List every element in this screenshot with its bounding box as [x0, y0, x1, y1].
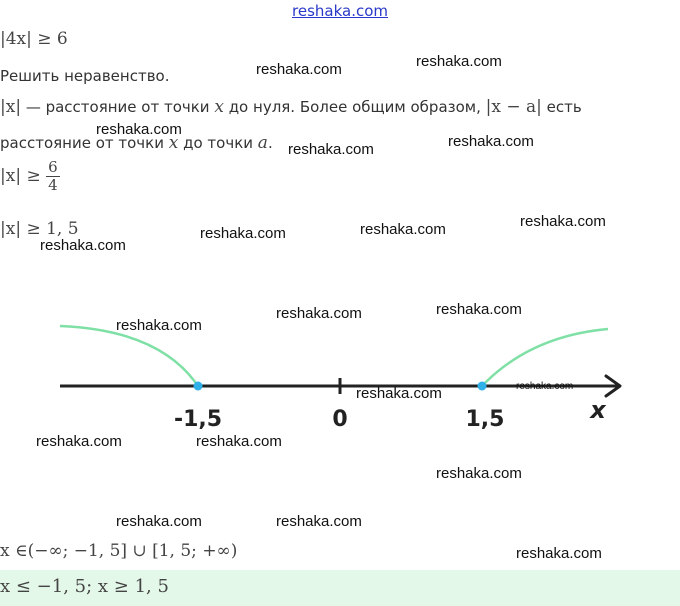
watermark: reshaka.com [360, 221, 446, 238]
watermark: reshaka.com [36, 433, 122, 450]
watermark: reshaka.com [436, 301, 522, 318]
tick-label-pos: 1,5 [465, 407, 505, 432]
watermark: reshaka.com [448, 133, 534, 150]
watermark: reshaka.com [416, 53, 502, 70]
watermark: reshaka.com [436, 465, 522, 482]
watermark: reshaka.com [96, 121, 182, 138]
watermark: reshaka.com [516, 545, 602, 562]
watermark: reshaka.com [516, 381, 574, 392]
final-answer: x ≤ −1, 5; x ≥ 1, 5 [0, 576, 169, 597]
axis-label: x [590, 396, 606, 424]
problem-statement: |4x| ≥ 6 [0, 29, 68, 49]
abs-x-math: |x| [0, 97, 22, 117]
watermark: reshaka.com [116, 317, 202, 334]
watermark: reshaka.com [520, 213, 606, 230]
watermark: reshaka.com [196, 433, 282, 450]
watermark: reshaka.com [288, 141, 374, 158]
watermark: reshaka.com [356, 385, 442, 402]
watermark: reshaka.com [40, 237, 126, 254]
answer-set: x ∈(−∞; −1, 5] ∪ [1, 5; +∞) [0, 541, 238, 561]
fraction: $\frac{6}{4}$ [48, 158, 58, 194]
watermark: reshaka.com [200, 225, 286, 242]
watermark: reshaka.com [256, 61, 342, 78]
point-left [194, 382, 203, 391]
site-link[interactable]: reshaka.com [292, 2, 388, 20]
step-decimal: |x| ≥ 1, 5 [0, 219, 79, 239]
tick-label-neg: -1,5 [173, 407, 223, 432]
explanation-line-2: расстояние от точки x до точки a. [0, 133, 273, 153]
explanation-line-1: |x| — расстояние от точки x до нуля. Более общим образом, |x − a| есть [0, 97, 582, 117]
instruction-text: Решить неравенство. [0, 67, 170, 85]
watermark: reshaka.com [116, 513, 202, 530]
solution-arc-right [482, 329, 608, 386]
tick-label-zero: 0 [332, 407, 348, 432]
watermark: reshaka.com [276, 305, 362, 322]
solution-arc-left [60, 326, 198, 386]
step-fraction: |x| ≥ $\frac{6}{4}$ [0, 158, 58, 194]
point-right [478, 382, 487, 391]
watermark: reshaka.com [276, 513, 362, 530]
abs-x-minus-a-math: |x − a| [485, 97, 542, 117]
